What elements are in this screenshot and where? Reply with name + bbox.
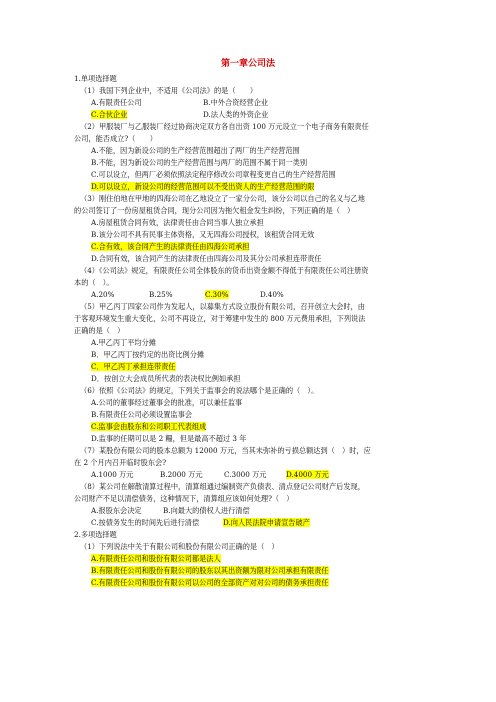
line-text: （8）某公司在解散清算过程中，清算组通过编制资产负债表、清点登记公司财产后发现， [80,482,365,491]
line-text: D.合同有效，该合同产生的法律责任由四海公司及其分公司承担连带责任 [91,254,322,263]
line-text: B.有限责任公司必须设置监事会 [91,410,193,419]
line-text: （1）下列说法中关于有限公司和股份有限公司正确的是（ ） [80,542,279,551]
answer-option: B.25% [149,290,173,299]
text-line [80,446,371,455]
text-line [91,398,242,407]
line-text: 于客观环境发生重大变化，公司不再设立，对于筹建中发生的 800 万元费用承担，下列说法 [74,314,366,323]
text-line [91,434,246,443]
text-line [91,362,176,371]
line-text: 公司，能否成立?（ ） [74,134,157,143]
line-text: 正确的是（ ） [74,326,125,335]
text-line [80,266,368,275]
line-text: 的公司签订了一份房屋租赁合同，现分公司因为拖欠租金发生纠纷，下列正确的是（ ） [74,206,355,215]
text-line [91,218,264,227]
answer-option: B.2000 万元 [160,470,203,479]
text-line [91,410,192,419]
line-text: A.不能，因为新设公司的生产经营范围超出了两厂的生产经营范围 [91,146,300,155]
highlighted-answer-text: C．甲乙丙丁承担连带责任 [91,362,176,371]
line-text: D.监事的任期可以是 2 糧，但是最高不超过 3 年 [91,434,247,443]
chapter-title: 第一章公司法 [220,59,275,69]
highlighted-answer-text: C.监事会由股东和公司职工代表组成 [91,422,207,431]
line-text: B.该分公司不具有民事主体资格，又无四海公司授权，该租赁合同无效 [91,230,315,239]
text-line [74,134,157,143]
answer-option: B.向最大的债权人进行清偿 [163,506,250,515]
answer-option: A.1000 万元 [91,470,134,479]
text-line [80,302,365,311]
text-line [91,566,329,575]
line-text: （6）依照《公司法》的规定，下列关于监事会的说法哪个是正确的（ ）。 [80,386,319,395]
text-line [74,206,354,215]
text-line [74,278,114,287]
line-text: C.可以设立，但两厂必须依照法定程序修改公司章程变更自己的生产经营范围 [91,170,336,179]
line-text: （7）某股份有限公司的股本总额为 12000 万元，当其未弥补的亏损总额达到（ ）时，应 [80,446,371,455]
highlighted-answer-text: B.有限责任公司和股份有限公司的股东以其出资额为限对公司承担有限责任 [91,566,329,575]
answer-option: A.20% [91,290,115,299]
highlighted-answer-option: C.合伙企业 [91,110,128,119]
line-text: （1）我国下列企业中，不适用《公司法》的是（ ） [80,86,258,95]
line-text: （2）甲服装厂与乙服装厂经过协商决定双方各自出资 100 万元设立一个电子商务有限责任 [80,122,369,131]
text-line [74,314,365,323]
answer-option: A.有限责任公司 [91,98,142,107]
text-line [80,122,369,131]
highlighted-answer-option: D.向人民法院申请宣告破产 [223,518,310,527]
line-text: 在 2 个月内召开临时股东会? [74,458,167,467]
text-line [91,350,204,359]
line-text: 本的（ ）。 [74,278,114,287]
text-line [80,482,365,491]
text-line [91,338,156,347]
answer-option: C.3000 万元 [224,470,267,479]
text-line [91,170,336,179]
line-text: D．按创立大会成员所代表的表决权比例如承担 [91,374,241,383]
text-line [74,494,293,503]
line-text: A.公司的董事经过董事会的批准，可以兼任监事 [91,398,243,407]
text-line [91,554,221,563]
answer-option: D.40% [260,290,284,299]
text-line [74,326,124,335]
line-text: 公司财产不足以清偿债务，这种情况下，清算组应该如何处理?（ ） [74,494,294,503]
line-text: 2.多项选择题 [74,530,117,539]
line-text: B．甲乙丙丁按约定的出资比例分摊 [91,350,205,359]
line-text: A.房屋租赁合同有效，法律责任由合同当事人独立承担 [91,218,264,227]
highlighted-answer-text: A.有限责任公司和股份有限公司都是法人 [91,554,221,563]
line-text: A.甲乙丙丁平均分摊 [91,338,156,347]
text-line [80,542,279,551]
text-line [74,458,166,467]
highlighted-answer-option: C.30% [205,290,229,299]
text-line [91,374,241,383]
text-line [91,146,300,155]
text-line [80,86,257,95]
line-text: 1.单项选择题 [74,74,117,83]
text-line [91,230,314,239]
answer-option: A.报股东会决定 [91,506,142,515]
line-text: B.不能，因为新设公司的生产经营范围与两厂的范围不属于同一类别 [91,158,308,167]
text-line [91,422,206,431]
text-line [80,386,318,395]
text-line [74,530,117,539]
text-line [91,254,322,263]
text-line [91,242,249,251]
line-text: （4）《公司法》规定，有限责任公司全体股东的货币出资金额不得低于有限责任公司注册资 [80,266,369,275]
highlighted-answer-text: C.有限责任公司和股份有限公司以公司的全部资产对对公司的债务承担责任 [91,578,329,587]
text-line [91,182,314,191]
text-line [91,158,307,167]
highlighted-answer-option: D.4000 万元 [286,470,329,479]
highlighted-answer-text: C.合有效，该合同产生的法律责任由四海公司承担 [91,242,250,251]
line-text: （5）甲乙丙丁四家公司作为发起人，以募集方式设立股份有限公司，召开创立大会时，由 [80,302,365,311]
answer-option: D.法人类的外资企业 [203,110,269,119]
line-text: （3）刚住伯地在甲地的四海公司在乙地设立了一家分公司，该分公司以自己的名义与乙地 [80,194,365,203]
text-line [80,194,365,203]
answer-option: C.按债务发生的时间先后进行清偿 [91,518,200,527]
text-line [74,74,117,83]
highlighted-answer-text: D.可以设立，新设公司的经营范围可以不受出资人的生产经营范围的限 [91,182,315,191]
text-line [91,578,329,587]
answer-option: B.中外合资经营企业 [203,98,269,107]
